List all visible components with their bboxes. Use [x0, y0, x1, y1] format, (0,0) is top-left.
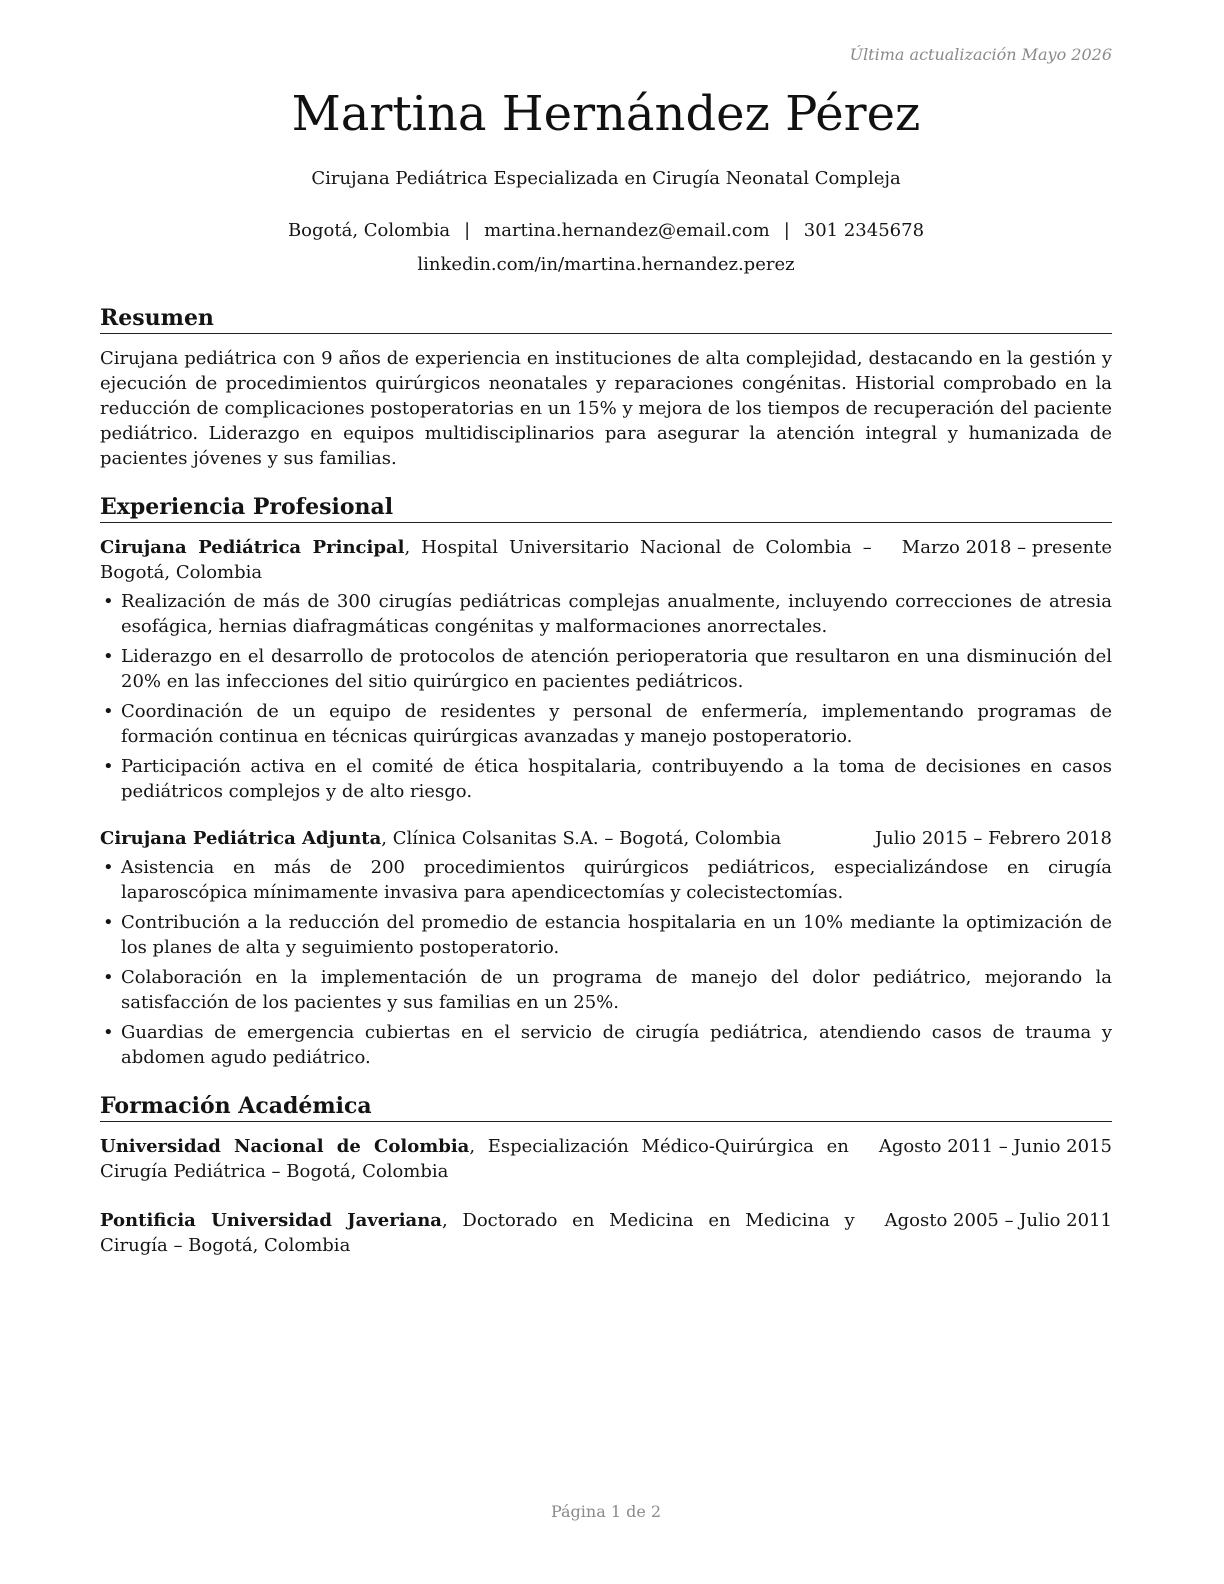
degree-detail: , Especialización Médico-Quirúrgica en Cirugía Pediátrica – Bogotá, Colombia: [100, 1136, 849, 1182]
job-organization: , Hospital Universitario Nacional de Colombia – Bogotá, Colombia: [100, 537, 872, 583]
achievement-item: [100, 699, 1112, 749]
job-entry: [100, 535, 1112, 804]
education-title-line: [100, 1134, 879, 1184]
education-header: [100, 1134, 1112, 1184]
job-organization: , Clínica Colsanitas S.A. – Bogotá, Colombia: [381, 828, 782, 849]
candidate-name: Martina Hernández Pérez: [291, 86, 921, 142]
experience-section: [100, 493, 1112, 1070]
bullet-icon: •: [103, 967, 114, 988]
job-title-line: [100, 826, 875, 851]
achievement-item: [100, 910, 1112, 960]
achievement-item: [100, 644, 1112, 694]
achievement-item: [100, 1020, 1112, 1070]
job-role: Cirujana Pediátrica Adjunta: [100, 828, 382, 849]
separator: |: [464, 220, 471, 241]
education-dates: Agosto 2011 – Junio 2015: [878, 1136, 1112, 1157]
education-heading: Formación Académica: [100, 1092, 1112, 1122]
location: Bogotá, Colombia: [287, 220, 451, 241]
email-link[interactable]: martina.hernandez@email.com: [484, 220, 770, 241]
resume-body: [100, 304, 1112, 1282]
job-header: [100, 826, 1112, 851]
achievement-text: Asistencia en más de 200 procedimientos quirúrgicos pediátricos, especializándose en cirugía laparoscópica mínimamente invasiva para apendicectomías y colecistectomías.: [121, 857, 1112, 903]
education-header: [100, 1208, 1112, 1258]
job-dates: Julio 2015 – Febrero 2018: [874, 828, 1112, 849]
summary-section: [100, 304, 1112, 471]
education-entry: [100, 1134, 1112, 1184]
achievement-item: [100, 589, 1112, 639]
linkedin-link[interactable]: linkedin.com/in/martina.hernandez.perez: [417, 254, 795, 275]
job-role: Cirujana Pediátrica Principal: [100, 537, 405, 558]
education-dates: Agosto 2005 – Julio 2011: [884, 1210, 1112, 1231]
achievement-text: Contribución a la reducción del promedio de estancia hospitalaria en un 10% mediante la optimización de los planes de alta y seguimiento postoperatorio.: [121, 912, 1112, 958]
achievement-text: Liderazgo en el desarrollo de protocolos de atención perioperatoria que resultaron en una disminución del 20% en las infecciones del sitio quirúrgico en pacientes pediátricos.: [121, 646, 1112, 692]
achievement-text: Participación activa en el comité de ética hospitalaria, contribuyendo a la toma de decisiones en casos pediátricos complejos y de alto riesgo.: [121, 756, 1112, 802]
bullet-icon: •: [103, 756, 114, 777]
job-header: [100, 535, 1112, 585]
achievement-text: Coordinación de un equipo de residentes y personal de enfermería, implementando programas de formación continua en técnicas quirúrgicas avanzadas y manejo postoperatorio.: [121, 701, 1112, 747]
achievement-text: Colaboración en la implementación de un programa de manejo del dolor pediátrico, mejorando la satisfacción de los pacientes y sus familias en un 25%.: [121, 967, 1112, 1013]
bullet-icon: •: [103, 857, 114, 878]
bullet-icon: •: [103, 701, 114, 722]
achievement-item: [100, 754, 1112, 804]
school-name: Pontificia Universidad Javeriana: [100, 1210, 442, 1231]
bullet-icon: •: [103, 646, 114, 667]
page-number: Página 1 de 2: [550, 1502, 662, 1521]
education-title-line: [100, 1208, 885, 1258]
achievement-item: [100, 965, 1112, 1015]
bullet-icon: •: [103, 912, 114, 933]
phone: 301 2345678: [803, 220, 925, 241]
school-name: Universidad Nacional de Colombia: [100, 1136, 470, 1157]
professional-title: Cirujana Pediátrica Especializada en Cirugía Neonatal Compleja: [311, 168, 901, 189]
bullet-icon: •: [103, 1022, 114, 1043]
contact-line: [0, 220, 1212, 241]
summary-text: Cirujana pediátrica con 9 años de experiencia en instituciones de alta complejidad, destacando en la gestión y ejecución de procedimientos quirúrgicos neonatales y reparaciones congénitas. Historial comprobado en la reducción de complicaciones postoperatorias en un 15% y mejora de los tiempos de recuperación del paciente pediátrico. Liderazgo en equipos multidisciplinarios para asegurar la atención integral y humanizada de pacientes jóvenes y sus familias.: [100, 348, 1112, 469]
achievement-text: Guardias de emergencia cubiertas en el servicio de cirugía pediátrica, atendiendo casos de trauma y abdomen agudo pediátrico.: [121, 1022, 1112, 1068]
summary-heading: Resumen: [100, 304, 1112, 334]
education-entry: [100, 1208, 1112, 1258]
job-achievements: [100, 589, 1112, 804]
last-updated: Última actualización Mayo 2026: [849, 45, 1112, 64]
degree-detail: , Doctorado en Medicina en Medicina y Cirugía – Bogotá, Colombia: [100, 1210, 855, 1256]
experience-heading: Experiencia Profesional: [100, 493, 1112, 523]
separator: |: [783, 220, 790, 241]
bullet-icon: •: [103, 591, 114, 612]
job-entry: [100, 826, 1112, 1070]
achievement-item: [100, 855, 1112, 905]
job-achievements: [100, 855, 1112, 1070]
achievement-text: Realización de más de 300 cirugías pediátricas complejas anualmente, incluyendo correcciones de atresia esofágica, hernias diafragmáticas congénitas y malformaciones anorrectales.: [121, 591, 1112, 637]
job-title-line: [100, 535, 902, 585]
education-section: [100, 1092, 1112, 1258]
job-dates: Marzo 2018 – presente: [901, 537, 1112, 558]
